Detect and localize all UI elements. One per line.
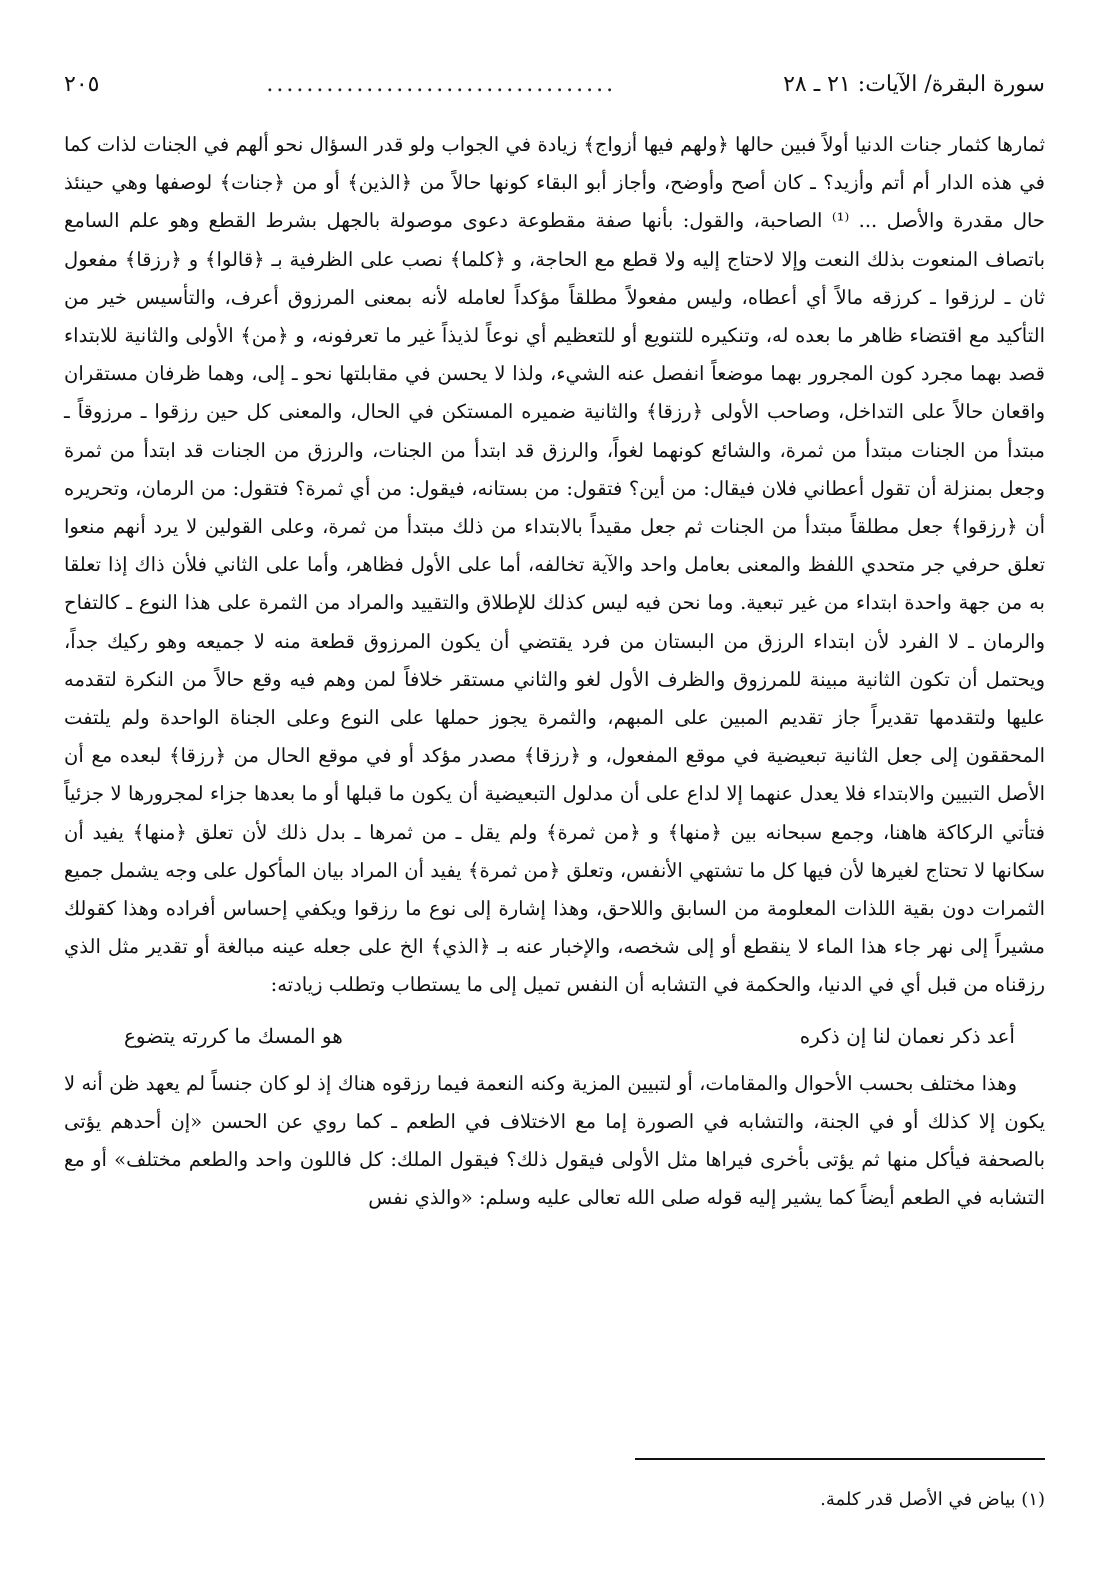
leader-dots: ................................... [266, 72, 617, 97]
closing-paragraph: وهذا مختلف بحسب الأحوال والمقامات، أو لتبيين المزية وكنه النعمة فيما رزقوه هناك إذ لو كان جنساً لم يعهد ظن أنه لا يكون إلا كذلك أو في الجنة، والتشابه في الصورة إما مع الاختلاف في الطعم ـ كما روي عن الحسن «إن أحدهم يؤتى بالصحفة فيأكل منها ثم يؤتى بأخرى فيراها مثل الأولى فيقول ذلك؟ فيقول الملك: كل فاللون واحد والطعم مختلف» أو مع التشابه في الطعم أيضاً كما يشير إليه قوله صلى الله تعالى عليه وسلم: «والذي نفس [64, 1071, 1045, 1210]
footnote-divider [635, 1458, 1045, 1460]
running-header [64, 70, 1045, 100]
verse-second-hemistich: هو المسك ما كررته يتضوع [124, 1023, 343, 1048]
body-paragraph: ثمارها كثمار جنات الدنيا أولاً فبين حالها ﴿ولهم فيها أزواج﴾ زيادة في الجواب ولو قدر السؤال نحو ألهم في الجنات لذات كما في هذه الدار أم أتم وأزيد؟ ـ كان أصح وأوضح، وأجاز أبو البقاء كونها حالاً من ﴿الذين﴾ أو من ﴿جنات﴾ لوصفها وهي حينئذ حال مقدرة والأصل ... ⁽¹⁾ الصاحبة، والقول: بأنها صفة مقطوعة دعوى موصولة بالجهل بشرط القطع وهو علم السامع باتصاف المنعوت بذلك النعت وإلا لاحتاج إليه ولا قطع مع الحاجة، و ﴿كلما﴾ نصب على الظرفية بـ ﴿قالوا﴾ و ﴿رزقا﴾ مفعول ثان ـ لرزقوا ـ كرزقه مالاً أي أعطاه، وليس مفعولاً مطلقاً مؤكداً لعامله لأنه بمعنى المرزوق أعرف، والتأسيس خير من التأكيد مع اقتضاء ظاهر ما بعده له، وتنكيره للتنويع أو للتعظيم أي نوعاً لذيذاً غير ما تعرفونه، و ﴿من﴾ الأولى والثانية للابتداء قصد بهما مجرد كون المجرور بهما موضعاً انفصل عنه الشيء، ولذا لا يحسن في مقابلتها نحو ـ إلى، وهما ظرفان مستقران واقعان حالاً على التداخل، وصاحب الأولى ﴿رزقا﴾ والثانية ضميره المستكن في الحال، والمعنى كل حين رزقوا ـ مرزوقاً ـ مبتدأ من الجنات مبتدأ من ثمرة، والشائع كونهما لغواً، والرزق قد ابتدأ من الجنات، والرزق من الجنات قد ابتدأ من ثمرة وجعل بمنزلة أن تقول أعطاني فلان فيقال: من أين؟ فتقول: من بستانه، فيقول: من أي ثمرة؟ فتقول: من الرمان، وتحريره أن ﴿رزقوا﴾ جعل مطلقاً مبتدأ من الجنات ثم جعل مقيداً بالابتداء من ذلك مبتدأ من ثمرة، وعلى القولين لا يرد أنهم منعوا تعلق حرفي جر متحدي اللفظ والمعنى بعامل واحد والآية تخالفه، أما على الأول فظاهر، وأما على الثاني فلأن ذاك إذا تعلقا به من جهة واحدة ابتداء من غير تبعية. وما نحن فيه ليس كذلك للإطلاق والتقييد والمراد من الثمرة على هذا النوع ـ كالتفاح والرمان ـ لا الفرد لأن ابتداء الرزق من البستان من فرد يقتضي أن يكون المرزوق قطعة منه لا جميعه وهو ركيك جداً، ويحتمل أن تكون الثانية مبينة للمرزوق والظرف الأول لغو والثاني مستقر خلافاً لمن وهم فيه وقع حالاً من النكرة لتقدمه عليها ولتقدمها تقديراً جاز تقديم المبين على المبهم، والثمرة يجوز حملها على النوع وعلى الجناة الواحدة ولم يلتفت المحققون إلى جعل الثانية تبعيضية في موقع المفعول، و ﴿رزقا﴾ مصدر مؤكد أو في موقع الحال من ﴿رزقا﴾ لبعده مع أن الأصل التبيين والابتداء فلا يعدل عنهما إلا لداع على أن مدلول التبعيضية أن يكون ما قبلها أو ما بعدها جزاء لمجرورها لا جزئياً فتأتي الركاكة هاهنا، وجمع سبحانه بين ﴿منها﴾ و ﴿من ثمرة﴾ ولم يقل ـ من ثمرها ـ بدل ذلك لأن تعلق ﴿منها﴾ يفيد أن سكانها لا تحتاج لغيرها لأن فيها كل ما تشتهي الأنفس، وتعلق ﴿من ثمرة﴾ يفيد أن المراد بيان المأكول على وجه يشمل جميع الثمرات دون بقية اللذات المعلومة من السابق واللاحق، وهذا إشارة إلى نوع ما رزقوا ويكفي إحساس أفراده وهذا كقولك مشيراً إلى نهر جاء هذا الماء لا ينقطع أو إلى شخصه، والإخبار عنه بـ ﴿الذي﴾ الخ على جعله عينه مبالغة أو تقدير مثل الذي رزقناه من قبل أي في الدنيا، والحكمة في التشابه أن النفس تميل إلى ما يستطاب وتطلب زيادته: [64, 133, 1045, 997]
page-number: ٢٠٥ [64, 72, 100, 97]
main-text [64, 126, 1045, 1217]
footnote: (١) بياض في الأصل قدر كلمة. [820, 1489, 1045, 1510]
verse-first-hemistich: أعد ذكر نعمان لنا إن ذكره [799, 1023, 1015, 1048]
poetry-verse [124, 1017, 1015, 1055]
surah-title: سورة البقرة/ الآيات: ٢١ ـ ٢٨ [783, 72, 1045, 97]
